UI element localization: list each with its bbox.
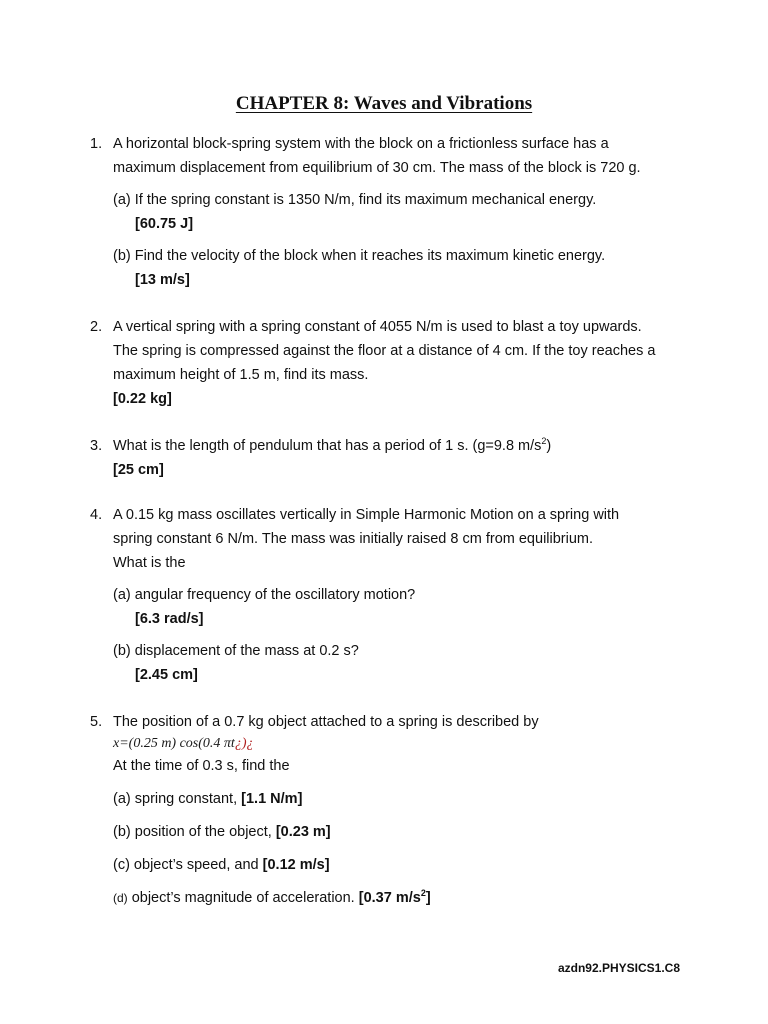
question-5 (90, 710, 690, 910)
question-line: maximum displacement from equilibrium of 30 cm. The mass of the block is 720 g. (113, 160, 641, 176)
answer: [2.45 cm] (135, 667, 198, 683)
question-line: A horizontal block-spring system with the block on a frictionless surface has a (113, 136, 609, 152)
page-title: CHAPTER 8: Waves and Vibrations (235, 93, 533, 114)
answer: [0.12 m/s] (262, 857, 330, 873)
subquestion-text: (a) angular frequency of the oscillatory motion? (113, 587, 416, 603)
question-number: 1. (90, 136, 103, 152)
question-line: A vertical spring with a spring constant of 4055 N/m is used to blast a toy upwards. (113, 319, 642, 335)
question-text (113, 434, 690, 482)
equation: x=(0.25 m) cos(0.4 πt¿)¿ (113, 736, 254, 751)
answer: [25 cm] (113, 462, 164, 478)
question-line: spring constant 6 N/m. The mass was initially raised 8 cm from equilibrium. (113, 531, 594, 547)
subquestion-b (113, 639, 690, 687)
answer: [6.3 rad/s] (135, 611, 204, 627)
question-text (113, 132, 690, 180)
subquestion-text: (b) Find the velocity of the block when it reaches its maximum kinetic energy. (113, 248, 606, 264)
question-number: 4. (90, 507, 103, 523)
subquestion-a: (a) spring constant, [1.1 N/m] (113, 791, 303, 807)
question-number: 2. (90, 319, 103, 335)
question-line: What is the length of pendulum that has a period of 1 s. (g=9.8 $m/s^2$) (113, 436, 552, 454)
question-line: What is the (113, 555, 186, 571)
question-text (113, 710, 690, 778)
subquestion-b: (b) position of the object, [0.23 m] (113, 824, 331, 840)
subquestion-text: (b) displacement of the mass at 0.2 s? (113, 643, 359, 659)
answer: [0.23 m] (275, 824, 331, 840)
question-text (113, 503, 690, 575)
footer-code: azdn92.PHYSICS1.C8 (557, 961, 680, 975)
question-2 (90, 315, 690, 411)
question-line: maximum height of 1.5 m, find its mass. (113, 367, 369, 383)
subquestion-c: (c) object’s speed, and [0.12 m/s] (113, 857, 330, 873)
answer: [13 m/s] (135, 272, 190, 288)
subquestion-text: (a) If the spring constant is 1350 N/m, find its maximum mechanical energy. (113, 192, 597, 208)
subquestion-a (113, 583, 690, 631)
answer: [1.1 N/m] (241, 791, 303, 807)
answer: [0.22 kg] (113, 391, 172, 407)
answer: [60.75 J] (135, 216, 194, 232)
subquestion-d: (d) object’s magnitude of acceleration. [0.37 $m/s^2$] (113, 888, 431, 906)
subquestion-b (113, 244, 690, 292)
question-line: A 0.15 kg mass oscillates vertically in Simple Harmonic Motion on a spring with (113, 507, 620, 523)
question-number: 3. (90, 438, 103, 454)
question-4 (90, 503, 690, 687)
question-number: 5. (90, 714, 103, 730)
question-line: The spring is compressed against the floor at a distance of 4 cm. If the toy reaches a (113, 343, 656, 359)
question-1 (90, 132, 690, 292)
question-line: At the time of 0.3 s, find the (113, 758, 290, 774)
question-text (113, 315, 690, 411)
answer: [0.37 $m/s^2$] (358, 888, 431, 906)
subquestion-a (113, 188, 690, 236)
question-line: The position of a 0.7 kg object attached to a spring is described by (113, 714, 539, 730)
question-3 (90, 434, 690, 482)
